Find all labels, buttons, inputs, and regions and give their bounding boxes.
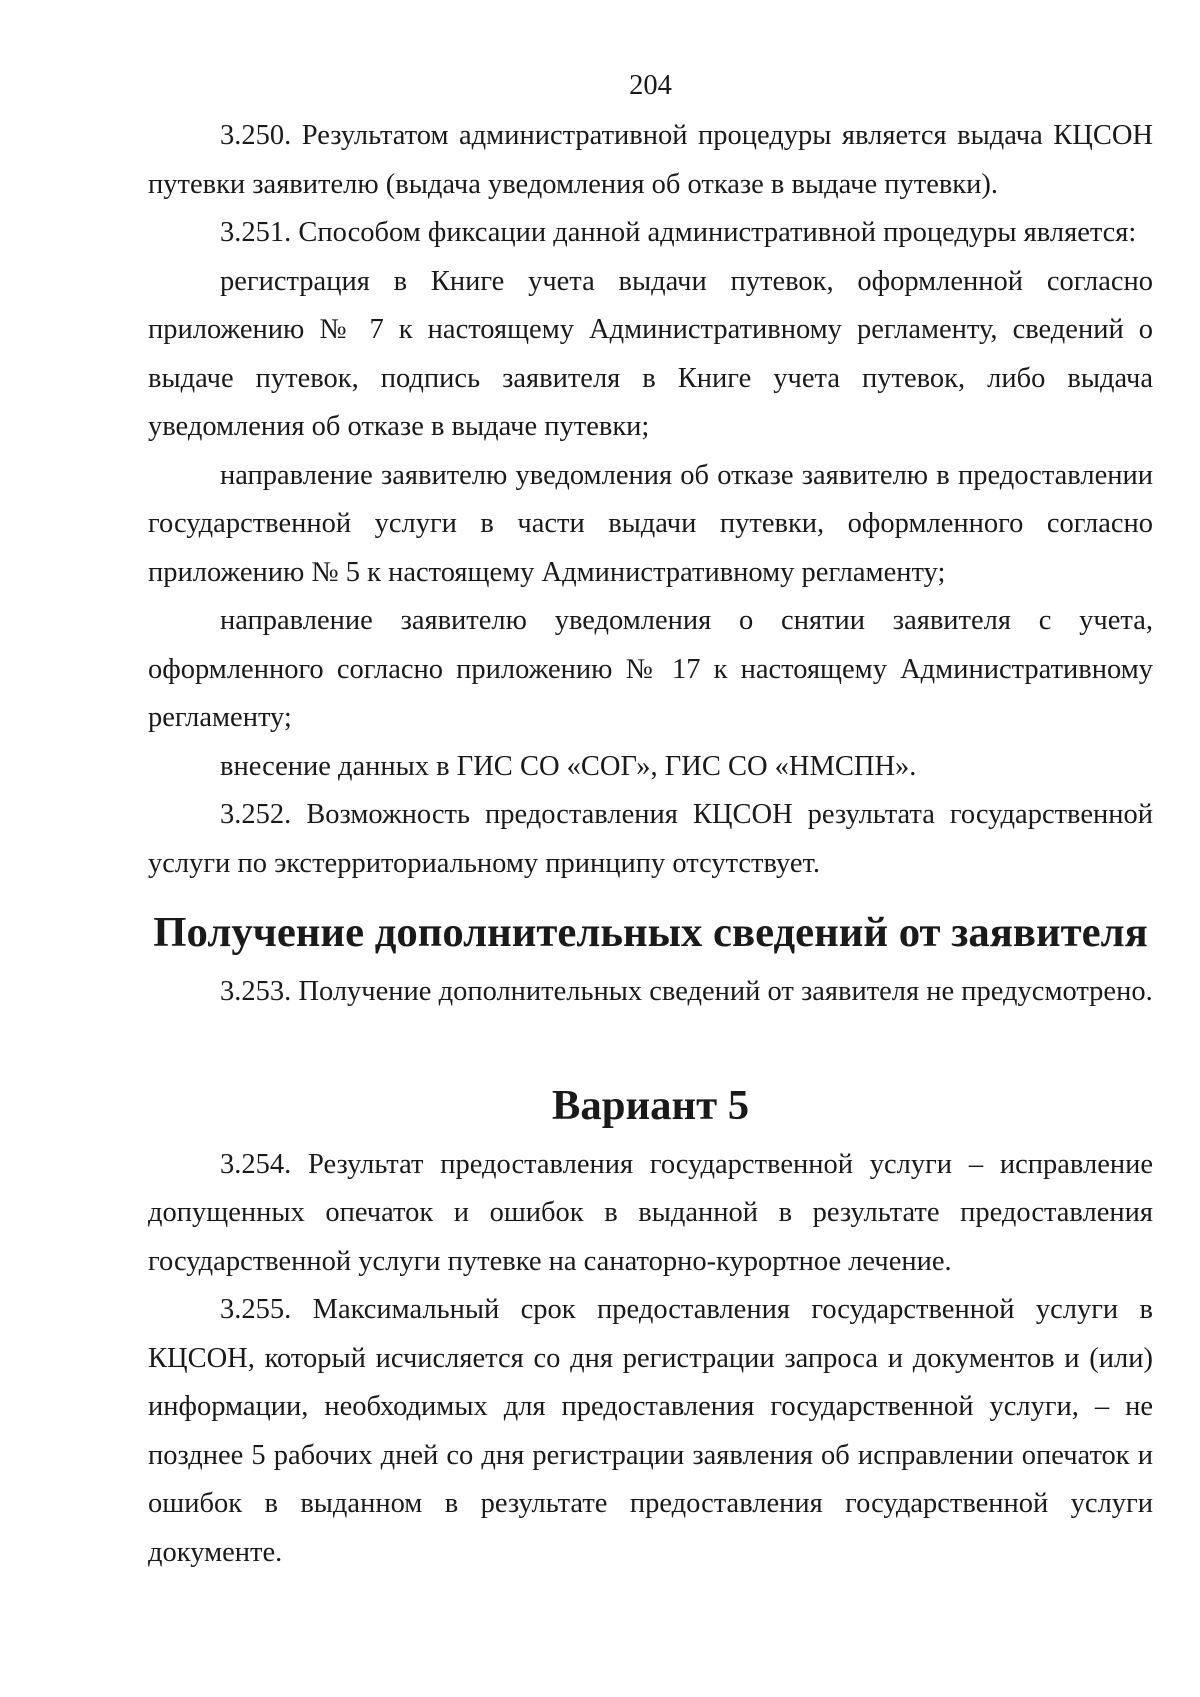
paragraph-registration: регистрация в Книге учета выдачи путевок, оформленной согласно приложению № 7 к настоящему Административному регламенту, сведений о выдаче путевок, подпись заявителя в Книге учета путевок, либо выдача уведомления об отказе в выдаче путевки; <box>148 265 1153 442</box>
paragraph-3-252: 3.252. Возможность предоставления КЦСОН результата государственной услуги по экстерриториальному принципу отсутствует. <box>148 799 1153 879</box>
paragraph-data-entry: внесение данных в ГИС СО «СОГ», ГИС СО «НМСПН». <box>220 750 917 782</box>
paragraph-3-255: 3.255. Максимальный срок предоставления государственной услуги в КЦСОН, который исчисляется со дня регистрации запроса и документов и (или) информации, необходимых для предоставления государственной услуги, – не позднее 5 рабочих дней со дня регистрации заявления об исправлении опечаток и ошибок в выданном в результате предоставления государственной услуги документе. <box>148 1294 1153 1568</box>
section-heading-additional-info: Получение дополнительных сведений от заявителя <box>153 909 1148 956</box>
page-number: 204 <box>629 70 672 101</box>
paragraph-3-254: 3.254. Результат предоставления государственной услуги – исправление допущенных опечаток и ошибок в выданной в результате предоставления государственной услуги путевке на санаторно-курортное лечение. <box>148 1148 1153 1277</box>
paragraph-deregistration-notice: направление заявителю уведомления о снятии заявителя с учета, оформленного согласно приложению № 17 к настоящему Административному регламенту; <box>148 605 1153 733</box>
paragraph-3-250: 3.250. Результатом административной процедуры является выдача КЦСОН путевки заявителю (выдача уведомления об отказе в выдаче путевки). <box>148 120 1153 200</box>
paragraph-refusal-notice: направление заявителю уведомления об отказе заявителю в предоставлении государственной услуги в части выдачи путевки, оформленного согласно приложению № 5 к настоящему Административному регламенту; <box>148 459 1153 588</box>
paragraph-3-253: 3.253. Получение дополнительных сведений от заявителя не предусмотрено. <box>220 975 1153 1007</box>
section-heading-variant-5: Вариант 5 <box>551 1082 750 1129</box>
paragraph-3-251: 3.251. Способом фиксации данной административной процедуры является: <box>220 217 1137 248</box>
